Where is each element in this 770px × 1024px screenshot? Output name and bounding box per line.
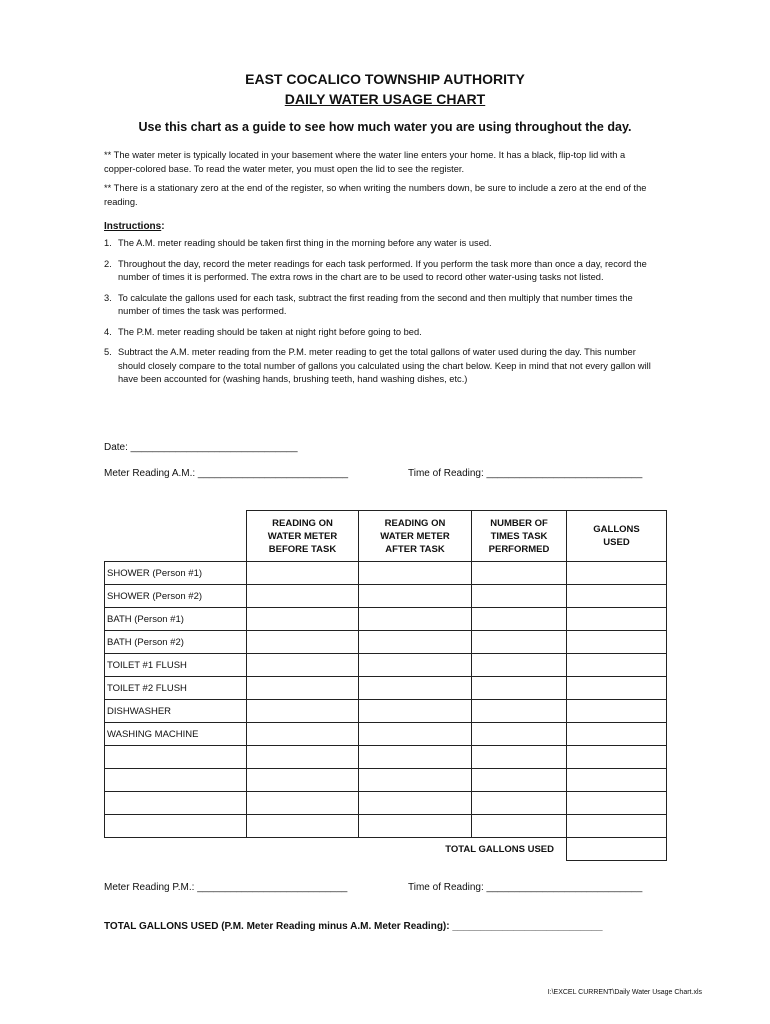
reading-before-cell[interactable]	[247, 815, 359, 838]
reading-before-cell[interactable]	[247, 608, 359, 631]
reading-after-cell[interactable]	[359, 700, 472, 723]
date-field[interactable]: Date: ______________________________	[104, 442, 298, 453]
instruction-item	[104, 346, 664, 387]
header-line: BEFORE TASK	[268, 543, 337, 555]
reading-before-cell[interactable]	[247, 700, 359, 723]
times-performed-cell[interactable]	[472, 792, 567, 815]
times-performed-cell[interactable]	[472, 769, 567, 792]
task-label	[105, 769, 247, 792]
reading-before-cell[interactable]	[247, 585, 359, 608]
times-performed-cell[interactable]	[472, 815, 567, 838]
reading-after-cell[interactable]	[359, 631, 472, 654]
reading-after-cell[interactable]	[359, 585, 472, 608]
header-reading-after	[359, 511, 472, 562]
instruction-item	[104, 258, 664, 285]
meter-reading-am-field[interactable]: Meter Reading A.M.: ___________________________	[104, 468, 349, 479]
gallons-used-cell[interactable]	[567, 585, 667, 608]
reading-before-cell[interactable]	[247, 631, 359, 654]
reading-before-cell[interactable]	[247, 654, 359, 677]
reading-after-cell[interactable]	[359, 608, 472, 631]
header-line: READING ON	[272, 517, 333, 529]
table-row	[105, 631, 667, 654]
time-of-reading-pm-field[interactable]: Time of Reading: ____________________________	[408, 882, 643, 893]
instruction-number: 2.	[104, 258, 112, 269]
water-usage-table	[104, 510, 667, 861]
reading-before-cell[interactable]	[247, 792, 359, 815]
total-row	[105, 838, 667, 861]
reading-after-cell[interactable]	[359, 815, 472, 838]
table-row	[105, 608, 667, 631]
task-label: DISHWASHER	[105, 700, 247, 723]
task-label: WASHING MACHINE	[105, 723, 247, 746]
gallons-used-cell[interactable]	[567, 815, 667, 838]
header-line: PERFORMED	[488, 543, 550, 555]
header-line: WATER METER	[267, 530, 338, 542]
header-line: USED	[603, 537, 630, 548]
table-header-row	[105, 511, 667, 562]
header-line: TIMES TASK	[490, 530, 548, 542]
gallons-used-cell[interactable]	[567, 723, 667, 746]
instructions-heading-text: Instructions	[104, 221, 162, 232]
task-label: TOILET #1 FLUSH	[105, 654, 247, 677]
table-row	[105, 700, 667, 723]
table-corner	[105, 511, 247, 562]
gallons-used-cell[interactable]	[567, 654, 667, 677]
instruction-text: The A.M. meter reading should be taken first thing in the morning before any water is used.	[118, 238, 492, 248]
task-label	[105, 815, 247, 838]
instruction-item	[104, 326, 664, 340]
times-performed-cell[interactable]	[472, 654, 567, 677]
reading-after-cell[interactable]	[359, 562, 472, 585]
times-performed-cell[interactable]	[472, 746, 567, 769]
table-row	[105, 654, 667, 677]
header-line: AFTER TASK	[385, 543, 445, 555]
chart-title: DAILY WATER USAGE CHART	[284, 91, 486, 107]
gallons-used-cell[interactable]	[567, 746, 667, 769]
instruction-number: 3.	[104, 292, 112, 303]
gallons-used-cell[interactable]	[567, 700, 667, 723]
instruction-number: 1.	[104, 238, 112, 248]
table-row	[105, 562, 667, 585]
task-label: BATH (Person #1)	[105, 608, 247, 631]
instruction-text: To calculate the gallons used for each task, subtract the first reading from the second and then multiply that number times the number of times the task was performed.	[118, 292, 633, 316]
task-label: BATH (Person #2)	[105, 631, 247, 654]
times-performed-cell[interactable]	[472, 608, 567, 631]
times-performed-cell[interactable]	[472, 585, 567, 608]
table-row	[105, 677, 667, 700]
document-title: EAST COCALICO TOWNSHIP AUTHORITY	[245, 71, 525, 87]
reading-before-cell[interactable]	[247, 562, 359, 585]
task-label: SHOWER (Person #2)	[105, 585, 247, 608]
instruction-text: Throughout the day, record the meter readings for each task performed. If you perform the task more than once a day, record the number of times it is performed. The extra rows in the chart are to be used to record other water-using tasks not listed.	[118, 258, 647, 282]
meter-reading-pm-field[interactable]: Meter Reading P.M.: ___________________________	[104, 882, 348, 893]
header-line: NUMBER OF	[490, 517, 548, 529]
instruction-text: The P.M. meter reading should be taken at night right before going to bed.	[118, 326, 422, 337]
reading-after-cell[interactable]	[359, 792, 472, 815]
instructions-heading	[104, 221, 165, 232]
times-performed-cell[interactable]	[472, 562, 567, 585]
gallons-used-cell[interactable]	[567, 562, 667, 585]
header-line: READING ON	[384, 517, 446, 529]
header-line: WATER METER	[380, 530, 450, 542]
file-path-footer: I:\EXCEL CURRENT\Daily Water Usage Chart.xls	[547, 989, 702, 996]
instruction-item	[104, 292, 664, 319]
meter-location-note: ** The water meter is typically located in your basement where the water line enters your home. It has a black, flip-top lid with a copper-colored base. To read the water meter, you must open the lid to see the register.	[104, 150, 626, 174]
instruction-item	[104, 237, 664, 251]
table-row	[105, 585, 667, 608]
task-label: SHOWER (Person #1)	[105, 562, 247, 585]
instructions-list	[104, 237, 664, 394]
gallons-used-cell[interactable]	[567, 677, 667, 700]
instruction-number: 4.	[104, 326, 112, 337]
reading-before-cell[interactable]	[247, 746, 359, 769]
header-gallons-used	[567, 511, 667, 562]
reading-after-cell[interactable]	[359, 769, 472, 792]
reading-before-cell[interactable]	[247, 723, 359, 746]
times-performed-cell[interactable]	[472, 723, 567, 746]
gallons-used-cell[interactable]	[567, 769, 667, 792]
gallons-used-cell[interactable]	[567, 792, 667, 815]
header-line: GALLONS	[593, 524, 640, 535]
header-times-performed	[472, 511, 567, 562]
total-gallons-cell[interactable]	[567, 838, 667, 861]
task-label: TOILET #2 FLUSH	[105, 677, 247, 700]
reading-before-cell[interactable]	[247, 769, 359, 792]
gallons-used-cell[interactable]	[567, 631, 667, 654]
times-performed-cell[interactable]	[472, 677, 567, 700]
total-gallons-label: TOTAL GALLONS USED	[445, 843, 554, 855]
reading-after-cell[interactable]	[359, 746, 472, 769]
times-performed-cell[interactable]	[472, 700, 567, 723]
instruction-number: 5.	[104, 347, 112, 357]
reading-after-cell[interactable]	[359, 723, 472, 746]
stationary-zero-note: ** There is a stationary zero at the end of the register, so when writing the numbers down, be sure to include a zero at the end of the reading.	[104, 183, 647, 207]
table-row	[105, 792, 667, 815]
reading-after-cell[interactable]	[359, 677, 472, 700]
instructions-heading-colon: :	[161, 221, 165, 232]
guide-text: Use this chart as a guide to see how much water you are using throughout the day.	[138, 120, 632, 134]
task-label	[105, 746, 247, 769]
gallons-used-cell[interactable]	[567, 608, 667, 631]
time-of-reading-am-field[interactable]: Time of Reading: ____________________________	[408, 468, 643, 479]
instruction-text: Subtract the A.M. meter reading from the P.M. meter reading to get the total gallons of water used during the day. This number should closely compare to the total number of gallons you calculated using the chart below. Keep in mind that not every gallon will have been accounted for (washing hands, brushing teeth, hand washing dishes, etc.)	[118, 347, 651, 384]
reading-after-cell[interactable]	[359, 654, 472, 677]
total-gallons-line[interactable]: TOTAL GALLONS USED (P.M. Meter Reading minus A.M. Meter Reading): ___________________________	[104, 921, 603, 932]
reading-before-cell[interactable]	[247, 677, 359, 700]
table-row	[105, 723, 667, 746]
times-performed-cell[interactable]	[472, 631, 567, 654]
table-row	[105, 746, 667, 769]
table-row	[105, 815, 667, 838]
task-label	[105, 792, 247, 815]
header-reading-before	[247, 511, 359, 562]
table-row	[105, 769, 667, 792]
